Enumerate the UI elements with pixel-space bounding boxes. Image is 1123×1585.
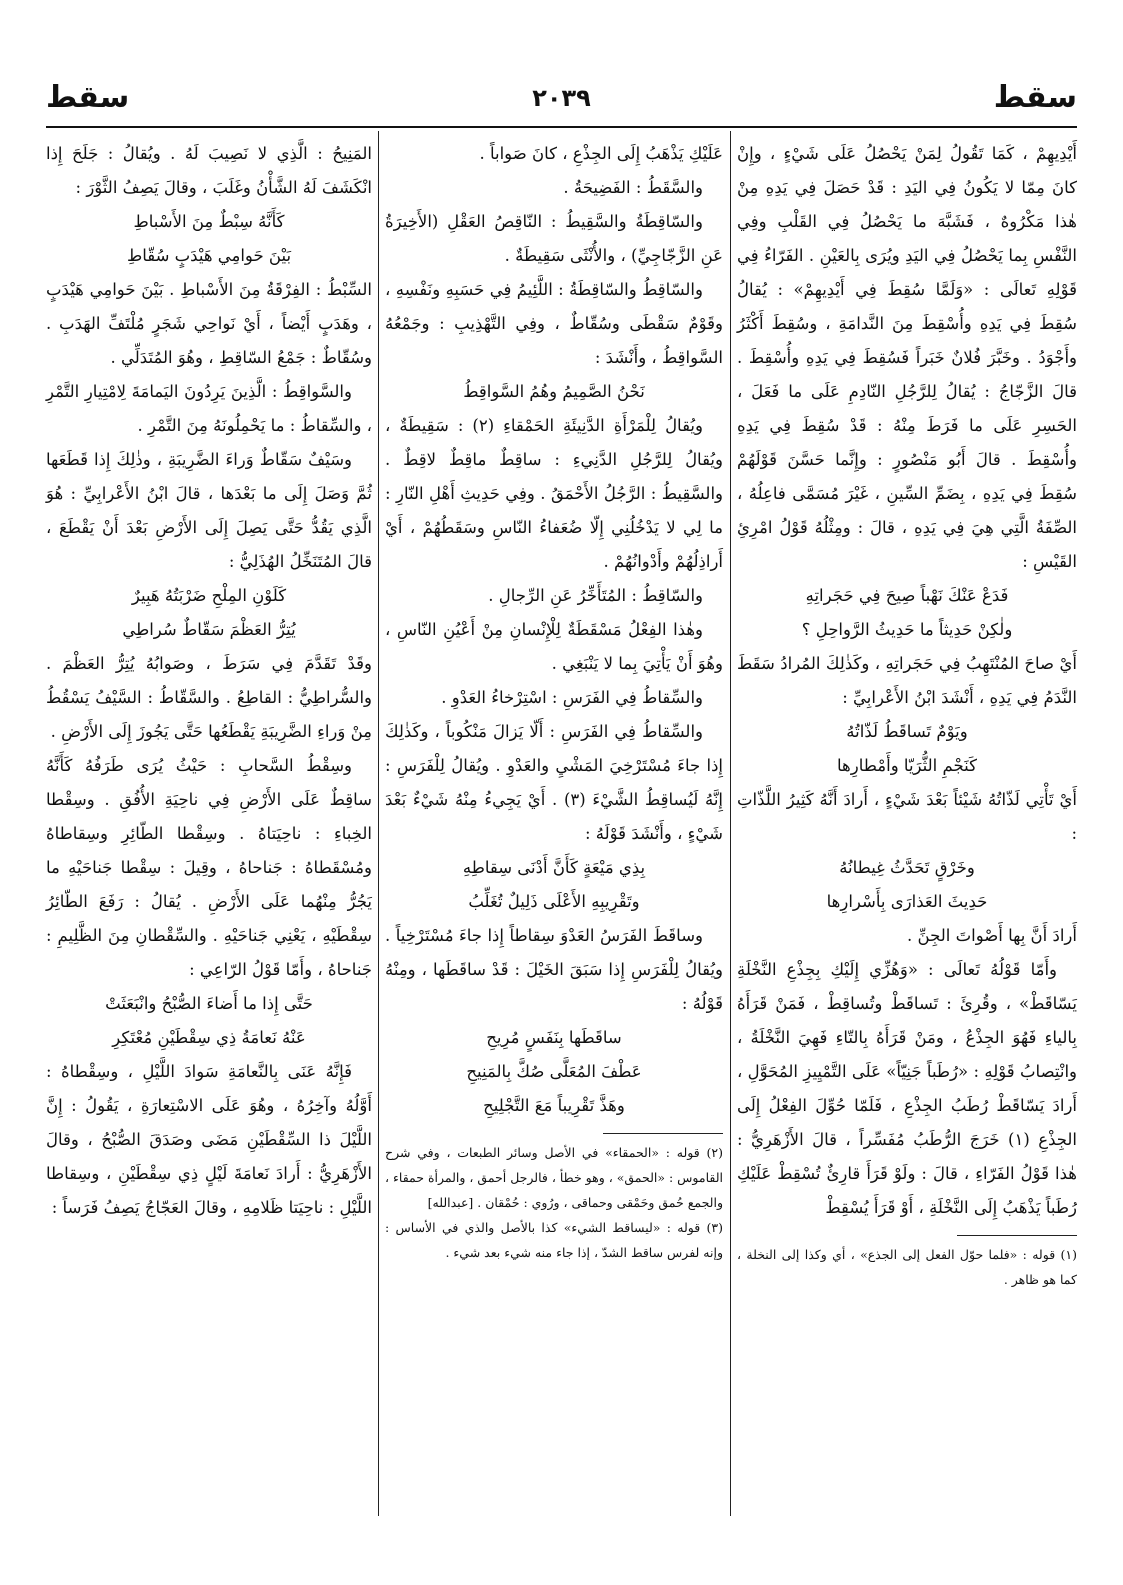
verse-line: حَتَّى إِذا ما أَضاءَ الصُّبْحُ وانْبَعَثَتْ [105, 994, 313, 1013]
entry-paragraph: ويُقالُ لِلْمَرْأَةِ الدَّنِيئَةِ الحَمْقاءِ (٢) : سَقِيطَةٌ ، ويُقالُ لِلرَّجُلِ الدَّنِيءِ : ساقِطٌ ماقِطٌ لاقِطٌ . والسَّقِيطُ : الرَّجُلُ الأَحْمَقُ . وفِي حَدِيثِ أَهْلِ النّارِ : ما لِي لا يَدْخُلُنِي إِلّا ضُعَفاءُ النّاسِ وسَقَطُهُمْ ، أَيْ أَراذِلُهُمْ وأَدْوانُهُمْ . [385, 416, 723, 571]
verse-line: ولٰكِنْ حَدِيثاً ما حَدِيثُ الرَّواحِلِ ؟ [801, 620, 1013, 639]
verse-line: بَيْنَ حَوامِي هَيْدَبٍ سُقّاطِ [126, 246, 292, 265]
entry-paragraph: والسِّقاطُ فِي الفَرَسِ : اسْتِرْخاءُ العَدْوِ . [441, 688, 703, 707]
entry-paragraph: وأَمّا قَوْلُهُ تَعالَى : «وَهُزِّي إِلَيْكِ بِجِذْعِ النَّخْلَةِ يَسّاقَطْ» ، وقُرِئَ : تَساقَطْ وتُساقِطْ ، فَمَنْ قَرَأَهُ بِالياءِ فَهُوَ الجِذْعُ ، ومَنْ قَرَأَهُ بِالتّاءِ فَهِيَ النَّخْلَةُ ، وانْتِصابُ قَوْلِهِ : «رُطَباً جَنِيّاً» عَلَى التَّمْيِيزِ المُحَوَّلِ ، أَرادَ يَسّاقَطْ رُطَبُ الجِذْعِ ، فَلَمّا حُوِّلَ الفِعْلُ إِلَى الجِذْعِ (١) خَرَجَ الرُّطَبُ مُفَسِّراً ، قالَ الأَزْهَرِيُّ : هٰذا قَوْلُ الفَرّاءِ ، قالَ : ولَوْ قَرَأَ قارِئٌ تُسْقِطْ عَلَيْكِ رُطَباً يَذْهَبُ إِلَى النَّخْلَةِ ، أَوْ قَرَأَ يُسْقِطْ [737, 960, 1078, 1217]
entry-paragraph: وسَيْفٌ سَقّاطٌ وَراءَ الضَّرِيبَةِ ، وذٰلِكَ إِذا قَطَعَها ثُمَّ وَصَلَ إِلَى ما بَعْدَها ، قالَ ابْنُ الأَعْرابِيِّ : هُوَ الَّذِي يَقُدُّ حَتَّى يَصِلَ إِلَى الأَرْضِ بَعْدَ أَنْ يَقْطَعَ ، قالَ المُتَنَخِّلُ الهُذَلِيُّ : [46, 450, 372, 571]
column-middle [385, 137, 723, 1265]
entry-paragraph: والسِّقاطُ فِي الفَرَسِ : أَلّا يَزالَ مَنْكُوباً ، وكَذٰلِكَ إِذا جاءَ مُسْتَرْخِيَ المَشْيِ والعَدْوِ . ويُقالُ لِلْفَرَسِ : إِنَّهُ لَيُساقِطُ الشَّيْءَ (٣) . أَيْ يَجِيءُ مِنْهُ شَيْءٌ بَعْدَ شَيْءٍ ، وأَنْشَدَ قَوْلَهُ : [385, 722, 723, 843]
verse-line: يُتِرُّ العَظْمَ سَقّاطٌ سُراطِي [122, 620, 296, 639]
verse-line: عَطْفَ المُعَلَّى صُكَّ بِالمَنِيحِ [466, 1062, 642, 1081]
entry-paragraph: أَرادَ أَنَّ بِها أَصْواتَ الجِنِّ . [907, 926, 1077, 945]
entry-paragraph: فَإِنَّهُ عَنَى بِالنَّعامَةِ سَوادَ اللَّيْلِ ، وسِقْطاهُ : أَوَّلُهُ وآخِرُهُ ، وهُوَ عَلَى الاسْتِعارَةِ ، يَقُولُ : إِنَّ اللَّيْلَ ذا السِّقْطَيْنِ مَضَى وصَدَقَ الصُّبْحُ ، وقالَ الأَزْهَرِيُّ : أَرادَ نَعامَةَ لَيْلٍ ذِي سِقْطَيْنِ ، وسِقاطا اللَّيْلِ : ناحِيَتا ظَلامِهِ ، وقالَ العَجّاجُ يَصِفُ فَرَساً : [46, 1062, 372, 1217]
footnote: (٣) قوله : «ليساقط الشيء» كذا بالأصل والذي في الأساس : وإنه لفرس ساقط الشدّ ، إذا جاء منه شيء بعد شيء . [385, 1220, 723, 1260]
column-right [737, 137, 1077, 1292]
entry-paragraph: عَلَيْكِ يَذْهَبُ إِلَى الجِذْعِ ، كانَ صَواباً . [479, 144, 723, 163]
verse-line: وتَقْرِيبِهِ الأَعْلَى ذَلِيلٌ تُغَلِّبُ [468, 892, 640, 911]
entry-paragraph: أَيْ تَأْتِي لَذّاتُهُ شَيْئاً بَعْدَ شَيْءٍ ، أَرادَ أَنَّهُ كَثِيرُ اللَّذّاتِ : [737, 790, 1077, 843]
column-left [46, 137, 372, 1225]
headword-right: سقط [993, 80, 1077, 115]
footnote-separator [957, 1235, 1077, 1236]
entry-paragraph: والسَّواقِطُ : الَّذِينَ يَرِدُونَ اليَمامَةَ لِامْتِيارِ التَّمْرِ ، والسِّقاطُ : ما يَحْمِلُونَهُ مِنَ التَّمْرِ . [46, 382, 372, 435]
entry-paragraph: والسَّقَطُ : الفَضِيحَةُ . [563, 178, 703, 197]
header-rule [46, 126, 1077, 128]
entry-paragraph: أَيْ صاحَ المُنْتَهِبُ فِي حَجَراتِهِ ، وكَذٰلِكَ المُرادُ سَقَطَ النَّدَمُ فِي يَدِهِ ، أَنْشَدَ ابْنُ الأَعْرابِيِّ : [737, 654, 1077, 707]
column-divider-right [730, 131, 731, 1516]
entry-paragraph: والسّاقِطُ والسّاقِطَةُ : اللَّئِيمُ فِي حَسَبِهِ ونَفْسِهِ ، وقَوْمٌ سَقْطَى وسُقّاطٌ ، وفِي التَّهْذِيبِ : وجَمْعُهُ السَّواقِطُ ، وأَنْشَدَ : [385, 280, 723, 367]
verse-line: كَأَنَّهُ سِبْطٌ مِنَ الأَسْباطِ [133, 212, 285, 231]
verse-line: ويَوْمٌ تَساقَطُ لَذّاتُهُ [846, 722, 968, 741]
page-number: ٢٠٣٩ [532, 84, 591, 112]
column-divider-left [378, 131, 379, 1516]
verse-line: وهَذَّ تَقْرِيباً مَعَ التَّجْلِيحِ [483, 1096, 625, 1115]
verse-line: بِذِي مَيْعَةٍ كَأَنَّ أَدْنَى سِقاطِهِ [462, 858, 646, 877]
footnote: (١) قوله : «فلما حوّل الفعل إلى الجذع» ، أي وكذا إلى النخلة ، كما هو ظاهر . [737, 1247, 1077, 1287]
entry-paragraph: وقَدْ تَقَدَّمَ فِي سَرَطَ ، وصَوابُهُ يُتِرُّ العَظْمَ . والسُّراطِيُّ : القاطِعُ . والسَّقّاطُ : السَّيْفُ يَسْقُطُ مِنْ وَراءِ الضَّرِيبَةِ يَقْطَعُها حَتَّى يَجُوزَ إِلَى الأَرْضِ . [46, 654, 372, 741]
verse-line: وخَرْقٍ تَحَدَّثُ غِيطانُهُ [839, 858, 975, 877]
verse-line: نَحْنُ الصَّمِيمُ وهُمُ السَّواقِطُ [463, 382, 645, 401]
footnote: (٢) قوله : «الحمقاء» في الأصل وسائر الطبعات ، وفي شرح القاموس : «الحمق» ، وهو خطأ ، فالرجل أحمق ، والمرأة حمقاء ، والجمع حُمق وحَمْقى وحماقى ، ورُوي : حُمْقان . [عبدالله] [385, 1145, 723, 1210]
entry-paragraph: أَيْدِيهِمْ ، كَمَا تَقُولُ لِمَنْ يَحْصُلُ عَلَى شَيْءٍ ، وإِنْ كانَ مِمّا لا يَكُونُ فِي اليَدِ : قَدْ حَصَلَ فِي يَدِهِ مِنْ هٰذا مَكْرُوهٌ ، فَشَبَّهَ ما يَحْصُلُ فِي القَلْبِ وفِي النَّفْسِ بِما يَحْصُلُ فِي اليَدِ ويُرَى بِالعَيْنِ . الفَرّاءُ فِي قَوْلِهِ تَعالَى : «وَلَمَّا سُقِطَ فِي أَيْدِيهِمْ» : يُقالُ سُقِطَ فِي يَدِهِ وأُسْقِطَ مِنَ النَّدامَةِ ، وسُقِطَ أَكْثَرُ وأَجْوَدُ . وخَبَّرَ فُلانٌ خَبَراً فَسُقِطَ فِي يَدِهِ وأُسْقِطَ . قالَ الزَّجّاجُ : يُقالُ لِلرَّجُلِ النّادِمِ عَلَى ما فَعَلَ ، الحَسِرِ عَلَى ما فَرَطَ مِنْهُ : قَدْ سُقِطَ فِي يَدِهِ وأُسْقِطَ . قالَ أَبُو مَنْصُورٍ : وإِنَّما حَسَّنَ قَوْلَهُمْ سُقِطَ فِي يَدِهِ ، بِضَمِّ السِّينِ ، غَيْرَ مُسَمَّى فاعِلُهُ ، الصِّفَةُ الَّتِي هِيَ فِي يَدِهِ ، قالَ : ومِثْلُهُ قَوْلُ امْرِئِ القَيْسِ : [737, 144, 1077, 571]
verse-line: عَنْهُ نَعامَةُ ذِي سِقْطَيْنِ مُعْتَكِرِ [112, 1028, 306, 1047]
entry-paragraph: وسِقْطُ السَّحابِ : حَيْثُ يُرَى طَرَفُهُ كَأَنَّهُ ساقِطٌ عَلَى الأَرْضِ فِي ناحِيَةِ الأُفُقِ . وسِقْطا الخِباءِ : ناحِيَتاهُ . وسِقْطا الطّائِرِ وسِقاطاهُ ومُسْقَطاهُ : جَناحاهُ ، وقِيلَ : سِقْطا جَناحَيْهِ ما يَجُرُّ مِنْهُما عَلَى الأَرْضِ . يُقالُ : رَفَعَ الطّائِرُ سِقْطَيْهِ ، يَعْنِي جَناحَيْهِ . والسِّقْطانِ مِنَ الظَّلِيمِ : جَناحاهُ ، وأَمّا قَوْلُ الرّاعِي : [46, 756, 372, 979]
page-header [46, 80, 1077, 120]
headword-left: سقط [46, 80, 130, 115]
verse-line: كَلَوْنِ المِلْحِ ضَرْبَتُهُ هَبِيرٌ [131, 586, 287, 605]
verse-line: ساقَطَها بِنَفَسٍ مُرِيحِ [486, 1028, 622, 1047]
entry-paragraph: والسّاقِطُ : المُتَأَخِّرُ عَنِ الرِّجالِ . [488, 586, 703, 605]
verse-line: حَدِيثَ العَذارَى بِأَسْرارِها [826, 892, 988, 911]
entry-paragraph: والسّاقِطَةُ والسَّقِيطُ : النّاقِصُ العَقْلِ (الأَخِيرَةُ عَنِ الزَّجّاجِيِّ) ، والأُنْثَى سَقِيطَةٌ . [385, 212, 723, 265]
verse-line: فَدَعْ عَنْكَ نَهْباً صِيحَ فِي حَجَراتِهِ [805, 586, 1009, 605]
entry-paragraph: وهٰذا الفِعْلُ مَسْقَطَةٌ لِلْإِنْسانِ مِنْ أَعْيُنِ النّاسِ ، وهُوَ أَنْ يَأْتِيَ بِما لا يَنْبَغِي . [385, 620, 723, 673]
entry-paragraph: وساقَطَ الفَرَسُ العَدْوَ سِقاطاً إِذا جاءَ مُسْتَرْخِياً . ويُقالُ لِلْفَرَسِ إِذا سَبَقَ الخَيْلَ : قَدْ ساقَطَها ، ومِنْهُ قَوْلُهُ : [385, 926, 723, 1013]
verse-line: كَنَجْمِ الثُّرَيّا وأَمْطارِها [837, 756, 977, 775]
entry-paragraph: السِّبْطُ : الفِرْقَةُ مِنَ الأَسْباطِ . بَيْنَ حَوامِي هَيْدَبٍ ، وهَدَبٍ أَيْضاً ، أَيْ نَواحِي شَجَرٍ مُلْتَفِّ الهَدَبِ . وسُقّاطٌ : جَمْعُ السّاقِطِ ، وهُوَ المُتَدَلِّي . [46, 280, 372, 367]
footnote-separator [603, 1133, 723, 1134]
entry-paragraph: المَنِيحُ : الَّذِي لا نَصِيبَ لَهُ . ويُقالُ : جَلَحَ إِذا انْكَشَفَ لَهُ الشَّأْنُ وغَلَبَ ، وقالَ يَصِفُ الثَّوْرَ : [46, 144, 372, 197]
